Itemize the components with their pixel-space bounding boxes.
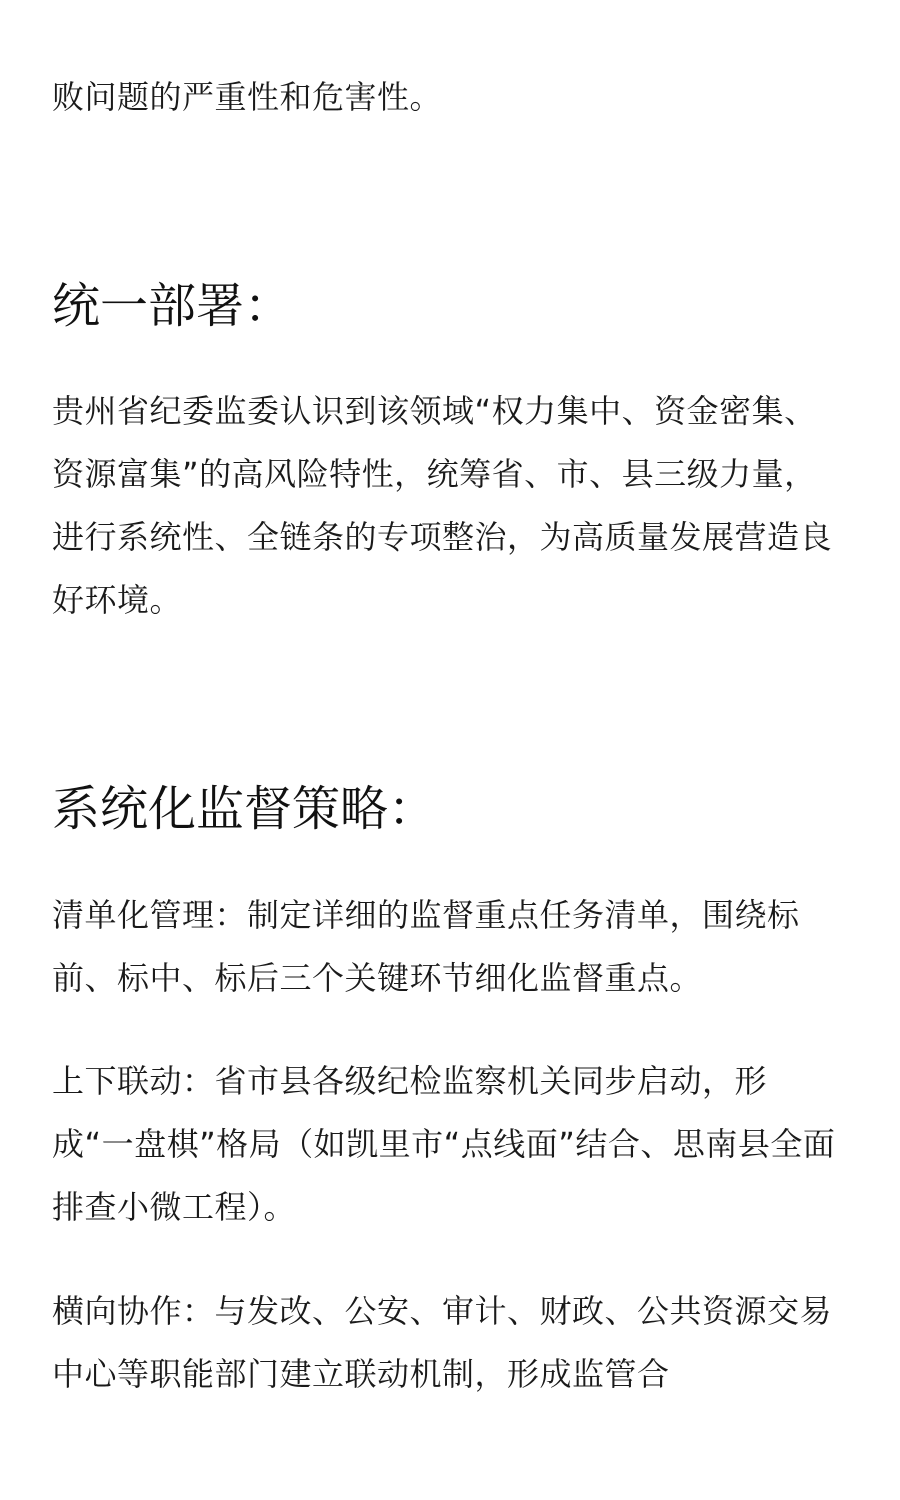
strategy-item-horizontal-cooperation: 横向协作：与发改、公安、审计、财政、公共资源交易中心等职能部门建立联动机制，形成监管合 (52, 1292, 833, 1393)
strategy-item-list-management: 清单化管理：制定详细的监督重点任务清单，围绕标前、标中、标后三个关键环节细化监督重点。 (52, 896, 800, 997)
section-heading-deploy: 统一部署： (52, 278, 293, 334)
intro-tail-paragraph: 败问题的严重性和危害性。 (52, 78, 443, 116)
section-heading-strategy: 系统化监督策略： (52, 781, 437, 837)
strategy-item-vertical-linkage: 上下联动：省市县各级纪检监察机关同步启动，形成“一盘棋”格局（如凯里市“点线面”结合、思南县全面排查小微工程）。 (52, 1062, 836, 1226)
deploy-paragraph: 贵州省纪委监委认识到该领域“权力集中、资金密集、资源富集”的高风险特性，统筹省、市、县三级力量，进行系统性、全链条的专项整治，为高质量发展营造良好环境。 (52, 392, 833, 619)
